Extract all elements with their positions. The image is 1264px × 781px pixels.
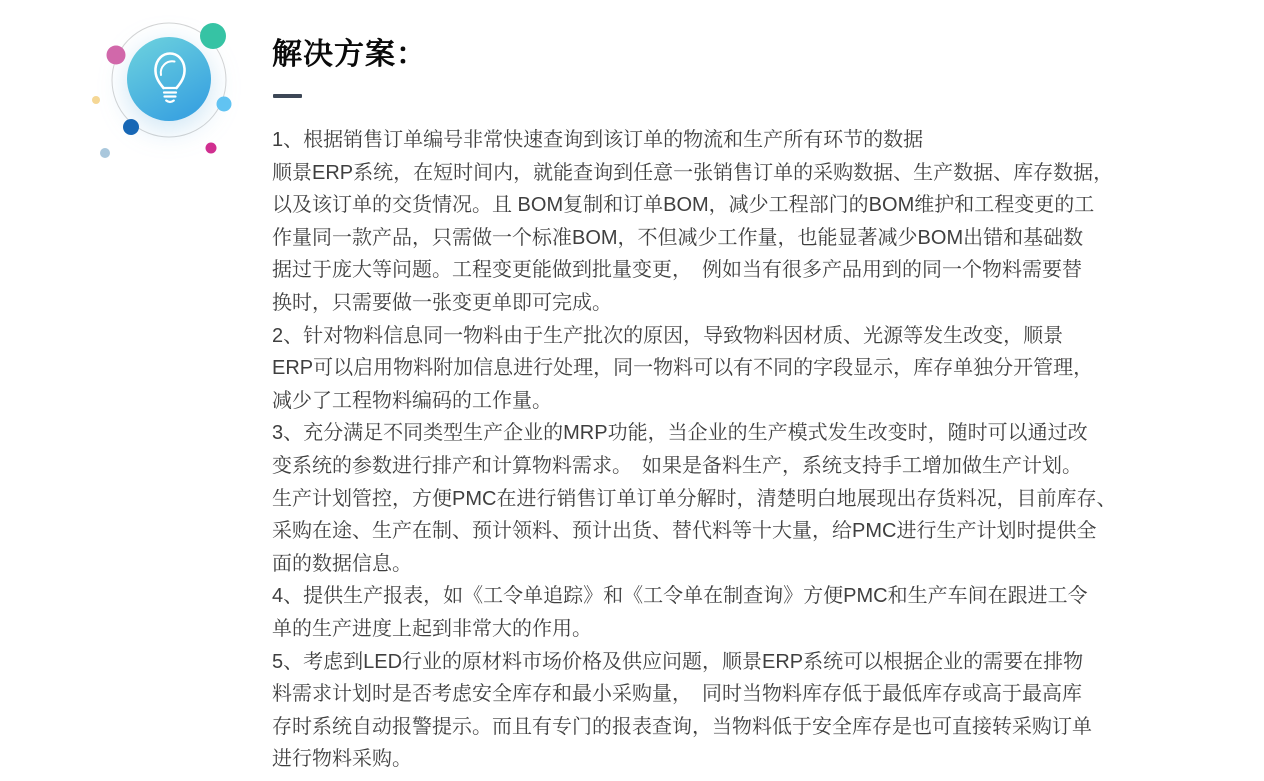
text-line: 换时，只需要做一张变更单即可完成。 <box>272 291 612 314</box>
text-line: 1、根据销售订单编号非常快速查询到该订单的物流和生产所有环节的数据 <box>272 129 924 151</box>
solution-text <box>272 124 1216 776</box>
text-line: 3、充分满足不同类型生产企业的MRP功能，当企业的生产模式发生改变时，随时可以通过改 <box>272 422 1088 445</box>
text-line: 5、考虑到LED行业的原材料市场价格及供应问题，顺景ERP系统可以根据企业的需要在排物 <box>272 650 1084 673</box>
text-line: 减少了工程物料编码的工作量。 <box>272 389 552 412</box>
dot-light-blue <box>217 97 232 112</box>
text-line: 2、针对物料信息同一物料由于生产批次的原因，导致物料因材质、光源等发生改变，顺景 <box>272 324 1064 347</box>
dot-dark-blue <box>123 119 139 135</box>
text-line: 料需求计划时是否考虑安全库存和最小采购量， 同时当物料库存低于最低库存或高于最高库 <box>272 683 1082 706</box>
title-underline <box>273 94 302 98</box>
text-line: 存时系统自动报警提示。而且有专门的报表查询，当物料低于安全库存是也可直接转采购订单 <box>272 715 1092 738</box>
dot-steel-blue <box>100 148 110 158</box>
text-line: 作量同一款产品，只需做一个标准BOM，不但减少工作量，也能显著减少BOM出错和基础数 <box>272 226 1084 249</box>
text-line: ERP可以启用物料附加信息进行处理，同一物料可以有不同的字段显示，库存单独分开管理， <box>272 357 1094 380</box>
lightbulb-icon <box>80 5 250 175</box>
text-line: 采购在途、生产在制、预计领料、预计出货、替代料等十大量，给PMC进行生产计划时提供全 <box>272 520 1097 543</box>
text-line: 变系统的参数进行排产和计算物料需求。 如果是备料生产，系统支持手工增加做生产计划。 <box>272 454 1082 477</box>
text-line: 单的生产进度上起到非常大的作用。 <box>272 617 592 640</box>
text-line: 据过于庞大等问题。工程变更能做到批量变更， 例如当有很多产品用到的同一个物料需要替 <box>272 259 1082 282</box>
text-line: 面的数据信息。 <box>272 552 412 575</box>
text-line: 顺景ERP系统，在短时间内，就能查询到任意一张销售订单的采购数据、生产数据、库存数据， <box>272 161 1114 184</box>
lightbulb-badge <box>80 5 250 175</box>
text-line: 进行物料采购。 <box>272 748 412 771</box>
text-line: 4、提供生产报表，如《工令单追踪》和《工令单在制查询》方便PMC和生产车间在跟进工令 <box>272 585 1088 608</box>
section-title: 解决方案： <box>272 38 427 71</box>
text-line: 以及该订单的交货情况。且 BOM复制和订单BOM，减少工程部门的BOM维护和工程变更的工 <box>272 194 1095 217</box>
dot-magenta <box>206 143 217 154</box>
icon-background-circle <box>127 37 211 121</box>
dot-yellow <box>92 96 100 104</box>
dot-teal <box>200 23 226 49</box>
text-line: 生产计划管控，方便PMC在进行销售订单订单分解时，清楚明白地展现出存货料况，目前库存、 <box>272 487 1117 510</box>
dot-pink <box>107 46 126 65</box>
